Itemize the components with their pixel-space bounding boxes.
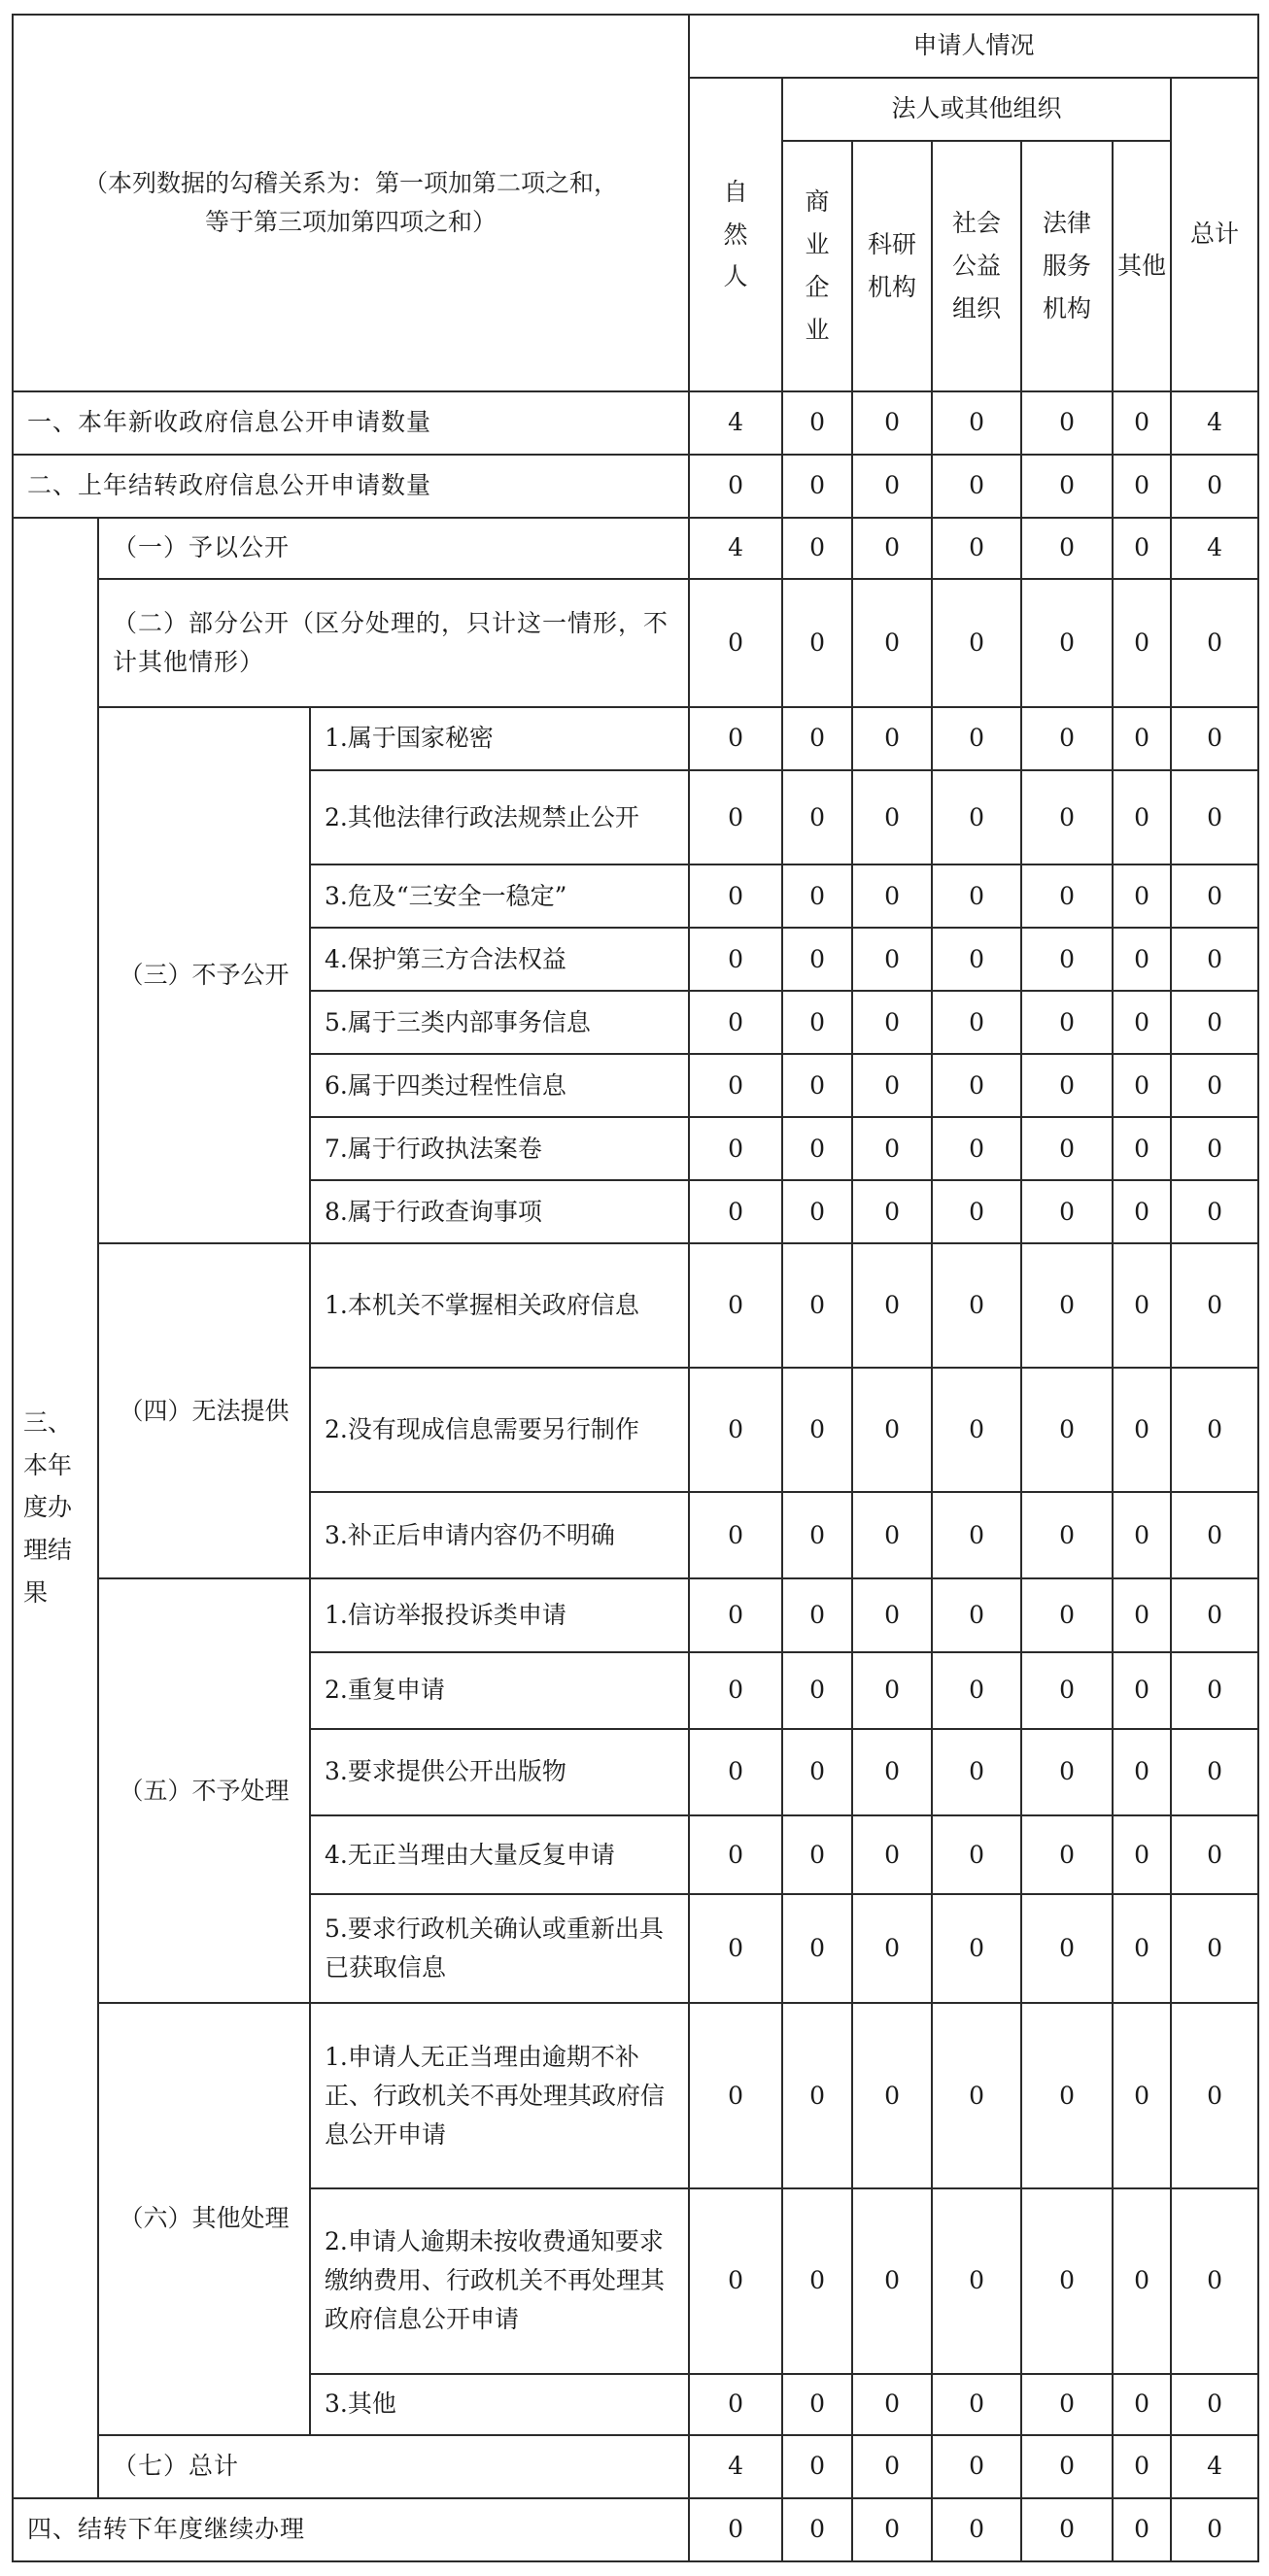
value-cell: 0 — [689, 770, 782, 864]
value-cell: 0 — [1021, 518, 1113, 579]
item-label: 7.属于行政执法案卷 — [310, 1117, 689, 1180]
value-cell: 0 — [689, 2188, 782, 2374]
value-cell: 0 — [1171, 1578, 1258, 1651]
business-header: 商 业 企 业 — [782, 141, 852, 391]
value-cell: 0 — [852, 2188, 932, 2374]
item-label: 2.重复申请 — [310, 1652, 689, 1729]
value-cell: 4 — [1171, 518, 1258, 579]
value-cell: 0 — [1113, 707, 1171, 770]
value-cell: 0 — [782, 1368, 852, 1492]
applicant-header: 申请人情况 — [689, 15, 1258, 78]
value-cell: 0 — [932, 1368, 1021, 1492]
value-cell: 0 — [782, 518, 852, 579]
item-label: 4.保护第三方合法权益 — [310, 928, 689, 991]
value-cell: 0 — [932, 1894, 1021, 2003]
value-cell: 0 — [932, 1815, 1021, 1894]
table-row — [13, 391, 1258, 455]
item-label: 3.要求提供公开出版物 — [310, 1729, 689, 1815]
value-cell: 0 — [689, 1117, 782, 1180]
item-label: 2.其他法律行政法规禁止公开 — [310, 770, 689, 864]
table-row — [13, 707, 1258, 770]
value-cell: 0 — [1171, 991, 1258, 1054]
value-cell: 0 — [782, 1243, 852, 1368]
value-cell: 0 — [1113, 1180, 1171, 1243]
value-cell: 4 — [1171, 2435, 1258, 2498]
item-label: 1.本机关不掌握相关政府信息 — [310, 1243, 689, 1368]
value-cell: 0 — [1171, 1492, 1258, 1578]
value-cell: 0 — [782, 928, 852, 991]
value-cell: 0 — [1113, 991, 1171, 1054]
value-cell: 0 — [1021, 1492, 1113, 1578]
value-cell: 0 — [689, 2498, 782, 2561]
value-cell: 0 — [1021, 2003, 1113, 2188]
value-cell: 0 — [852, 391, 932, 455]
value-cell: 0 — [1113, 2435, 1171, 2498]
value-cell: 0 — [1171, 928, 1258, 991]
value-cell: 0 — [1171, 1054, 1258, 1117]
value-cell: 0 — [852, 2435, 932, 2498]
value-cell: 0 — [932, 2498, 1021, 2561]
value-cell: 0 — [782, 707, 852, 770]
item-label: 3.其他 — [310, 2374, 689, 2435]
value-cell: 0 — [1113, 2498, 1171, 2561]
legal-entity-header: 法人或其他组织 — [782, 78, 1171, 141]
subcategory-label: （二）部分公开（区分处理的，只计这一情形，不计其他情形） — [98, 579, 689, 707]
value-cell: 0 — [932, 2374, 1021, 2435]
item-label: 2.申请人逾期未按收费通知要求缴纳费用、行政机关不再处理其政府信息公开申请 — [310, 2188, 689, 2374]
value-cell: 0 — [1021, 579, 1113, 707]
value-cell: 0 — [782, 1894, 852, 2003]
row-label: 二、上年结转政府信息公开申请数量 — [13, 455, 689, 518]
value-cell: 0 — [1113, 1815, 1171, 1894]
item-label: 1.属于国家秘密 — [310, 707, 689, 770]
value-cell: 0 — [689, 991, 782, 1054]
value-cell: 0 — [782, 770, 852, 864]
subcategory-label: （五）不予处理 — [98, 1578, 310, 2003]
value-cell: 0 — [852, 2003, 932, 2188]
value-cell: 0 — [932, 455, 1021, 518]
value-cell: 0 — [689, 1894, 782, 2003]
item-label: 3.危及“三安全一稳定” — [310, 864, 689, 928]
value-cell: 0 — [1021, 1652, 1113, 1729]
value-cell: 0 — [932, 1729, 1021, 1815]
value-cell: 0 — [932, 707, 1021, 770]
value-cell: 0 — [782, 2003, 852, 2188]
value-cell: 0 — [852, 1652, 932, 1729]
section-3-label — [13, 518, 98, 2498]
value-cell: 0 — [1021, 1894, 1113, 2003]
value-cell: 4 — [689, 518, 782, 579]
value-cell: 0 — [1113, 1729, 1171, 1815]
value-cell: 0 — [852, 1368, 932, 1492]
value-cell: 0 — [932, 770, 1021, 864]
value-cell: 0 — [1171, 707, 1258, 770]
section-3-label-part: 果 — [23, 1577, 49, 1607]
value-cell: 0 — [932, 1117, 1021, 1180]
value-cell: 0 — [852, 518, 932, 579]
value-cell: 0 — [689, 707, 782, 770]
value-cell: 0 — [932, 1054, 1021, 1117]
table-row — [13, 2003, 1258, 2188]
item-label: 5.属于三类内部事务信息 — [310, 991, 689, 1054]
row-label: 一、本年新收政府信息公开申请数量 — [13, 391, 689, 455]
table-row — [13, 2498, 1258, 2561]
value-cell: 0 — [1021, 2374, 1113, 2435]
subcategory-label: （四）无法提供 — [98, 1243, 310, 1578]
subcategory-label: （三）不予公开 — [98, 707, 310, 1243]
subcategory-label: （一）予以公开 — [98, 518, 689, 579]
value-cell: 0 — [932, 1652, 1021, 1729]
value-cell: 0 — [782, 579, 852, 707]
value-cell: 0 — [852, 707, 932, 770]
value-cell: 0 — [1021, 864, 1113, 928]
value-cell: 0 — [932, 579, 1021, 707]
value-cell: 0 — [1021, 1243, 1113, 1368]
value-cell: 0 — [782, 2435, 852, 2498]
subcategory-label: （六）其他处理 — [98, 2003, 310, 2435]
value-cell: 0 — [1113, 864, 1171, 928]
value-cell: 0 — [689, 1243, 782, 1368]
value-cell: 0 — [852, 2498, 932, 2561]
value-cell: 0 — [1021, 1180, 1113, 1243]
value-cell: 0 — [932, 928, 1021, 991]
value-cell: 0 — [1021, 1729, 1113, 1815]
value-cell: 0 — [689, 455, 782, 518]
value-cell: 0 — [1021, 455, 1113, 518]
value-cell: 0 — [852, 2374, 932, 2435]
social-welfare-header: 社会 公益 组织 — [932, 141, 1021, 391]
value-cell: 0 — [782, 1652, 852, 1729]
value-cell: 0 — [932, 2435, 1021, 2498]
table-row — [13, 1578, 1258, 1651]
value-cell: 0 — [1171, 1652, 1258, 1729]
disclosure-statistics-table — [12, 14, 1259, 2562]
value-cell: 0 — [782, 391, 852, 455]
value-cell: 0 — [782, 1729, 852, 1815]
item-label: 2.没有现成信息需要另行制作 — [310, 1368, 689, 1492]
value-cell: 0 — [689, 1815, 782, 1894]
value-cell: 0 — [689, 1054, 782, 1117]
value-cell: 0 — [932, 2003, 1021, 2188]
value-cell: 0 — [1171, 1368, 1258, 1492]
total-header: 总计 — [1171, 78, 1258, 391]
table-row — [13, 518, 1258, 579]
item-label: 4.无正当理由大量反复申请 — [310, 1815, 689, 1894]
value-cell: 0 — [1171, 1180, 1258, 1243]
value-cell: 0 — [932, 518, 1021, 579]
value-cell: 0 — [1113, 770, 1171, 864]
value-cell: 0 — [1171, 2003, 1258, 2188]
value-cell: 0 — [1171, 864, 1258, 928]
value-cell: 0 — [782, 1578, 852, 1651]
value-cell: 0 — [1113, 1652, 1171, 1729]
value-cell: 0 — [852, 1243, 932, 1368]
value-cell: 0 — [932, 864, 1021, 928]
value-cell: 0 — [782, 1117, 852, 1180]
value-cell: 0 — [782, 455, 852, 518]
value-cell: 0 — [782, 991, 852, 1054]
section-3-label-part: 三、 — [23, 1407, 73, 1437]
value-cell: 0 — [852, 1894, 932, 2003]
item-label: 3.补正后申请内容仍不明确 — [310, 1492, 689, 1578]
value-cell: 0 — [932, 991, 1021, 1054]
table-row — [13, 579, 1258, 707]
table-row — [13, 2435, 1258, 2498]
value-cell: 0 — [782, 1054, 852, 1117]
value-cell: 0 — [782, 864, 852, 928]
value-cell: 0 — [1021, 1368, 1113, 1492]
value-cell: 0 — [1113, 2188, 1171, 2374]
value-cell: 0 — [932, 1578, 1021, 1651]
value-cell: 0 — [1113, 1578, 1171, 1651]
value-cell: 0 — [782, 1180, 852, 1243]
value-cell: 0 — [689, 2374, 782, 2435]
value-cell: 0 — [1021, 928, 1113, 991]
value-cell: 0 — [689, 1368, 782, 1492]
value-cell: 0 — [1171, 579, 1258, 707]
value-cell: 0 — [782, 1492, 852, 1578]
value-cell: 0 — [1171, 1815, 1258, 1894]
value-cell: 0 — [932, 1180, 1021, 1243]
value-cell: 0 — [689, 1729, 782, 1815]
value-cell: 0 — [1021, 991, 1113, 1054]
value-cell: 0 — [852, 1117, 932, 1180]
value-cell: 0 — [1113, 1368, 1171, 1492]
value-cell: 0 — [1113, 455, 1171, 518]
value-cell: 0 — [782, 1815, 852, 1894]
value-cell: 0 — [1171, 2374, 1258, 2435]
value-cell: 0 — [1171, 455, 1258, 518]
research-header: 科研 机构 — [852, 141, 932, 391]
item-label: 1.申请人无正当理由逾期不补正、行政机关不再处理其政府信息公开申请 — [310, 2003, 689, 2188]
value-cell: 0 — [852, 579, 932, 707]
value-cell: 0 — [689, 928, 782, 991]
legal-service-header: 法律 服务 机构 — [1021, 141, 1113, 391]
value-cell: 0 — [689, 1180, 782, 1243]
value-cell: 0 — [689, 864, 782, 928]
value-cell: 0 — [1113, 2374, 1171, 2435]
value-cell: 0 — [1021, 391, 1113, 455]
item-label: 6.属于四类过程性信息 — [310, 1054, 689, 1117]
value-cell: 0 — [852, 1054, 932, 1117]
value-cell: 0 — [689, 1652, 782, 1729]
section-3-label-part: 度办 — [23, 1493, 73, 1522]
value-cell: 0 — [1171, 1243, 1258, 1368]
value-cell: 0 — [689, 1578, 782, 1651]
subcategory-label: （七）总计 — [98, 2435, 689, 2498]
natural-person-header: 自 然 人 — [689, 78, 782, 391]
value-cell: 0 — [1171, 1729, 1258, 1815]
value-cell: 0 — [932, 1492, 1021, 1578]
value-cell: 0 — [1113, 1243, 1171, 1368]
note-line-2: 等于第三项加第四项之和） — [205, 207, 497, 236]
value-cell: 0 — [1021, 770, 1113, 864]
section-3-label-part: 本年 — [23, 1450, 73, 1479]
value-cell: 0 — [1021, 1054, 1113, 1117]
value-cell: 0 — [852, 1815, 932, 1894]
value-cell: 0 — [852, 455, 932, 518]
item-label: 1.信访举报投诉类申请 — [310, 1578, 689, 1651]
value-cell: 4 — [1171, 391, 1258, 455]
value-cell: 0 — [852, 1492, 932, 1578]
value-cell: 0 — [1021, 2188, 1113, 2374]
value-cell: 0 — [852, 991, 932, 1054]
value-cell: 0 — [852, 1578, 932, 1651]
item-label: 5.要求行政机关确认或重新出具已获取信息 — [310, 1894, 689, 2003]
value-cell: 0 — [1113, 391, 1171, 455]
value-cell: 0 — [782, 2188, 852, 2374]
other-header: 其他 — [1113, 141, 1171, 391]
section-3-label-part: 理结 — [23, 1536, 73, 1565]
value-cell: 0 — [689, 1492, 782, 1578]
value-cell: 0 — [1113, 1054, 1171, 1117]
value-cell: 0 — [932, 391, 1021, 455]
value-cell: 0 — [852, 770, 932, 864]
value-cell: 0 — [852, 1729, 932, 1815]
value-cell: 0 — [689, 579, 782, 707]
value-cell: 0 — [1113, 1894, 1171, 2003]
relationship-note — [13, 15, 689, 391]
value-cell: 0 — [1113, 579, 1171, 707]
value-cell: 0 — [1113, 928, 1171, 991]
value-cell: 0 — [1171, 770, 1258, 864]
value-cell: 0 — [1113, 518, 1171, 579]
value-cell: 0 — [1171, 2188, 1258, 2374]
value-cell: 0 — [1171, 1894, 1258, 2003]
value-cell: 0 — [1021, 1117, 1113, 1180]
value-cell: 0 — [932, 2188, 1021, 2374]
value-cell: 0 — [1113, 1117, 1171, 1180]
value-cell: 0 — [1171, 2498, 1258, 2561]
table-row — [13, 1243, 1258, 1368]
value-cell: 0 — [782, 2498, 852, 2561]
value-cell: 0 — [689, 2003, 782, 2188]
value-cell: 0 — [1021, 2435, 1113, 2498]
value-cell: 0 — [1021, 707, 1113, 770]
value-cell: 0 — [852, 928, 932, 991]
note-line-1: （本列数据的勾稽关系为：第一项加第二项之和， — [84, 168, 619, 197]
value-cell: 4 — [689, 391, 782, 455]
value-cell: 0 — [1113, 2003, 1171, 2188]
value-cell: 0 — [1021, 1578, 1113, 1651]
value-cell: 0 — [1021, 1815, 1113, 1894]
value-cell: 0 — [852, 1180, 932, 1243]
item-label: 8.属于行政查询事项 — [310, 1180, 689, 1243]
row-label: 四、结转下年度继续办理 — [13, 2498, 689, 2561]
value-cell: 4 — [689, 2435, 782, 2498]
value-cell: 0 — [852, 864, 932, 928]
table-row — [13, 455, 1258, 518]
value-cell: 0 — [1171, 1117, 1258, 1180]
value-cell: 0 — [1113, 1492, 1171, 1578]
value-cell: 0 — [782, 2374, 852, 2435]
disclosure-table-sheet — [12, 14, 1257, 2562]
value-cell: 0 — [1021, 2498, 1113, 2561]
value-cell: 0 — [932, 1243, 1021, 1368]
